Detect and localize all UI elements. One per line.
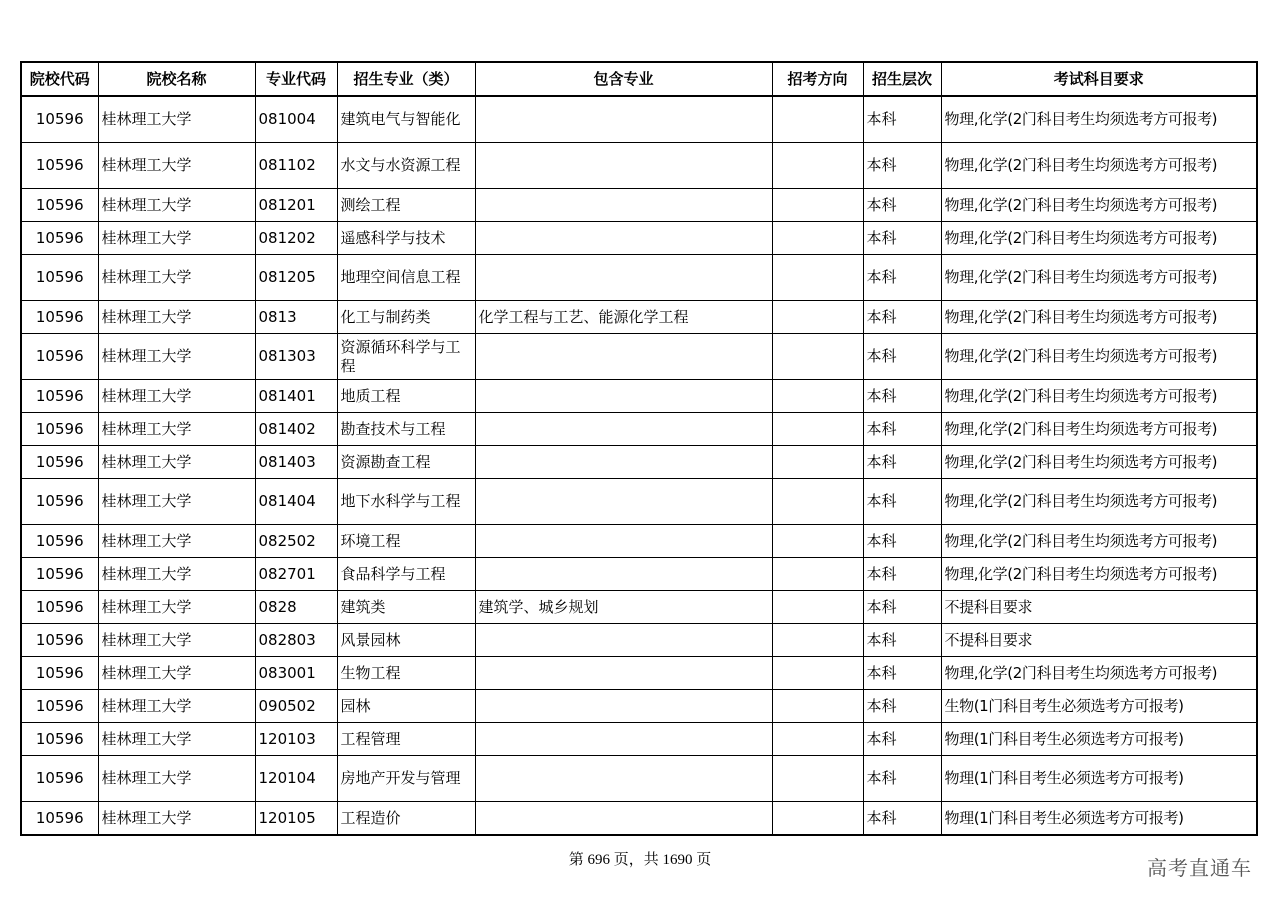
cell-school-name: 桂林理工大学	[98, 143, 255, 189]
table-row	[21, 413, 1257, 446]
cell-direction	[772, 690, 863, 723]
cell-includes	[475, 802, 772, 836]
header-major-code: 专业代码	[255, 62, 337, 96]
cell-school-code: 10596	[21, 591, 98, 624]
cell-major-code: 0828	[255, 591, 337, 624]
cell-major-code: 090502	[255, 690, 337, 723]
cell-direction	[772, 591, 863, 624]
cell-major: 工程造价	[337, 802, 475, 836]
cell-major-code: 081404	[255, 479, 337, 525]
cell-school-name: 桂林理工大学	[98, 690, 255, 723]
cell-major-code: 081202	[255, 222, 337, 255]
table-row	[21, 479, 1257, 525]
cell-includes	[475, 255, 772, 301]
cell-school-name: 桂林理工大学	[98, 189, 255, 222]
cell-school-name: 桂林理工大学	[98, 446, 255, 479]
header-major: 招生专业（类）	[337, 62, 475, 96]
cell-major-code: 081004	[255, 96, 337, 143]
table-row	[21, 690, 1257, 723]
table-row	[21, 558, 1257, 591]
cell-major: 建筑类	[337, 591, 475, 624]
cell-includes	[475, 189, 772, 222]
cell-direction	[772, 723, 863, 756]
cell-requirement: 物理,化学(2门科目考生均须选考方可报考)	[941, 143, 1257, 189]
table-row	[21, 380, 1257, 413]
cell-requirement: 不提科目要求	[941, 591, 1257, 624]
cell-major: 食品科学与工程	[337, 558, 475, 591]
cell-requirement: 物理,化学(2门科目考生均须选考方可报考)	[941, 189, 1257, 222]
cell-includes	[475, 690, 772, 723]
cell-major-code: 082502	[255, 525, 337, 558]
cell-level: 本科	[863, 143, 941, 189]
cell-major: 勘查技术与工程	[337, 413, 475, 446]
cell-requirement: 物理(1门科目考生必须选考方可报考)	[941, 723, 1257, 756]
table-row	[21, 624, 1257, 657]
cell-direction	[772, 802, 863, 836]
cell-level: 本科	[863, 446, 941, 479]
cell-requirement: 物理,化学(2门科目考生均须选考方可报考)	[941, 657, 1257, 690]
cell-major: 工程管理	[337, 723, 475, 756]
cell-includes	[475, 479, 772, 525]
cell-major: 园林	[337, 690, 475, 723]
cell-major-code: 082701	[255, 558, 337, 591]
table-row	[21, 446, 1257, 479]
cell-direction	[772, 143, 863, 189]
cell-major-code: 081201	[255, 189, 337, 222]
cell-major: 资源勘查工程	[337, 446, 475, 479]
cell-school-code: 10596	[21, 525, 98, 558]
cell-includes	[475, 446, 772, 479]
header-level: 招生层次	[863, 62, 941, 96]
table-row	[21, 222, 1257, 255]
table-row	[21, 334, 1257, 380]
table-row	[21, 189, 1257, 222]
cell-requirement: 物理,化学(2门科目考生均须选考方可报考)	[941, 525, 1257, 558]
cell-school-name: 桂林理工大学	[98, 624, 255, 657]
cell-school-name: 桂林理工大学	[98, 222, 255, 255]
cell-major: 风景园林	[337, 624, 475, 657]
header-school-code: 院校代码	[21, 62, 98, 96]
cell-level: 本科	[863, 189, 941, 222]
cell-school-name: 桂林理工大学	[98, 558, 255, 591]
table-row	[21, 143, 1257, 189]
cell-school-name: 桂林理工大学	[98, 96, 255, 143]
cell-includes	[475, 96, 772, 143]
cell-requirement: 物理,化学(2门科目考生均须选考方可报考)	[941, 479, 1257, 525]
cell-school-code: 10596	[21, 690, 98, 723]
cell-school-code: 10596	[21, 756, 98, 802]
cell-school-code: 10596	[21, 96, 98, 143]
cell-major: 地质工程	[337, 380, 475, 413]
header-includes: 包含专业	[475, 62, 772, 96]
cell-includes	[475, 525, 772, 558]
cell-requirement: 物理,化学(2门科目考生均须选考方可报考)	[941, 380, 1257, 413]
cell-major: 生物工程	[337, 657, 475, 690]
table-row	[21, 802, 1257, 836]
cell-direction	[772, 222, 863, 255]
cell-direction	[772, 301, 863, 334]
cell-school-code: 10596	[21, 301, 98, 334]
cell-school-code: 10596	[21, 222, 98, 255]
cell-direction	[772, 413, 863, 446]
table-row	[21, 723, 1257, 756]
cell-level: 本科	[863, 657, 941, 690]
cell-direction	[772, 96, 863, 143]
cell-requirement: 物理,化学(2门科目考生均须选考方可报考)	[941, 255, 1257, 301]
admissions-table	[20, 61, 1258, 836]
cell-requirement: 物理,化学(2门科目考生均须选考方可报考)	[941, 222, 1257, 255]
cell-major-code: 081402	[255, 413, 337, 446]
page-number: 第 696 页，共 1690 页	[568, 852, 712, 868]
cell-school-code: 10596	[21, 380, 98, 413]
cell-includes	[475, 723, 772, 756]
cell-school-name: 桂林理工大学	[98, 301, 255, 334]
cell-major: 测绘工程	[337, 189, 475, 222]
cell-school-name: 桂林理工大学	[98, 802, 255, 836]
cell-school-code: 10596	[21, 446, 98, 479]
cell-school-name: 桂林理工大学	[98, 723, 255, 756]
cell-direction	[772, 380, 863, 413]
cell-major: 地理空间信息工程	[337, 255, 475, 301]
cell-level: 本科	[863, 96, 941, 143]
cell-direction	[772, 255, 863, 301]
cell-direction	[772, 657, 863, 690]
cell-level: 本科	[863, 525, 941, 558]
cell-requirement: 物理,化学(2门科目考生均须选考方可报考)	[941, 413, 1257, 446]
cell-major: 化工与制药类	[337, 301, 475, 334]
cell-includes	[475, 143, 772, 189]
cell-direction	[772, 624, 863, 657]
cell-level: 本科	[863, 479, 941, 525]
cell-includes: 建筑学、城乡规划	[475, 591, 772, 624]
cell-level: 本科	[863, 334, 941, 380]
cell-level: 本科	[863, 802, 941, 836]
cell-includes: 化学工程与工艺、能源化学工程	[475, 301, 772, 334]
cell-school-code: 10596	[21, 143, 98, 189]
cell-direction	[772, 756, 863, 802]
cell-direction	[772, 479, 863, 525]
cell-school-code: 10596	[21, 334, 98, 380]
cell-major-code: 081401	[255, 380, 337, 413]
cell-major: 地下水科学与工程	[337, 479, 475, 525]
header-requirement: 考试科目要求	[941, 62, 1257, 96]
cell-direction	[772, 525, 863, 558]
cell-major: 遥感科学与技术	[337, 222, 475, 255]
cell-major-code: 081102	[255, 143, 337, 189]
header-direction: 招考方向	[772, 62, 863, 96]
cell-includes	[475, 657, 772, 690]
header-school-name: 院校名称	[98, 62, 255, 96]
cell-school-name: 桂林理工大学	[98, 413, 255, 446]
cell-level: 本科	[863, 723, 941, 756]
table-row	[21, 96, 1257, 143]
cell-school-name: 桂林理工大学	[98, 479, 255, 525]
cell-level: 本科	[863, 380, 941, 413]
cell-requirement: 物理,化学(2门科目考生均须选考方可报考)	[941, 446, 1257, 479]
cell-includes	[475, 334, 772, 380]
cell-level: 本科	[863, 222, 941, 255]
cell-major: 水文与水资源工程	[337, 143, 475, 189]
cell-major-code: 082803	[255, 624, 337, 657]
table-row	[21, 301, 1257, 334]
cell-school-code: 10596	[21, 802, 98, 836]
cell-school-name: 桂林理工大学	[98, 525, 255, 558]
table-row	[21, 591, 1257, 624]
cell-requirement: 物理,化学(2门科目考生均须选考方可报考)	[941, 334, 1257, 380]
cell-includes	[475, 756, 772, 802]
cell-requirement: 物理(1门科目考生必须选考方可报考)	[941, 802, 1257, 836]
cell-major-code: 120104	[255, 756, 337, 802]
cell-major-code: 081205	[255, 255, 337, 301]
cell-level: 本科	[863, 591, 941, 624]
cell-requirement: 物理,化学(2门科目考生均须选考方可报考)	[941, 301, 1257, 334]
cell-school-name: 桂林理工大学	[98, 380, 255, 413]
watermark-logo: 高考直通车	[1147, 856, 1252, 880]
cell-requirement: 物理,化学(2门科目考生均须选考方可报考)	[941, 558, 1257, 591]
cell-requirement: 生物(1门科目考生必须选考方可报考)	[941, 690, 1257, 723]
table-row	[21, 657, 1257, 690]
cell-major: 房地产开发与管理	[337, 756, 475, 802]
cell-includes	[475, 222, 772, 255]
cell-school-code: 10596	[21, 255, 98, 301]
cell-direction	[772, 446, 863, 479]
cell-school-code: 10596	[21, 624, 98, 657]
cell-level: 本科	[863, 255, 941, 301]
table-row	[21, 756, 1257, 802]
table-row	[21, 255, 1257, 301]
cell-school-name: 桂林理工大学	[98, 657, 255, 690]
cell-includes	[475, 558, 772, 591]
cell-school-code: 10596	[21, 657, 98, 690]
cell-includes	[475, 624, 772, 657]
cell-major: 建筑电气与智能化	[337, 96, 475, 143]
cell-major-code: 081303	[255, 334, 337, 380]
cell-requirement: 不提科目要求	[941, 624, 1257, 657]
cell-major-code: 120105	[255, 802, 337, 836]
cell-level: 本科	[863, 558, 941, 591]
cell-major-code: 083001	[255, 657, 337, 690]
cell-level: 本科	[863, 413, 941, 446]
cell-school-name: 桂林理工大学	[98, 255, 255, 301]
cell-major-code: 081403	[255, 446, 337, 479]
cell-level: 本科	[863, 624, 941, 657]
cell-school-code: 10596	[21, 723, 98, 756]
cell-school-name: 桂林理工大学	[98, 591, 255, 624]
cell-direction	[772, 189, 863, 222]
cell-major: 资源循环科学与工程	[337, 334, 475, 380]
cell-school-code: 10596	[21, 189, 98, 222]
cell-major-code: 0813	[255, 301, 337, 334]
cell-direction	[772, 334, 863, 380]
cell-includes	[475, 413, 772, 446]
table-row	[21, 525, 1257, 558]
cell-school-name: 桂林理工大学	[98, 334, 255, 380]
cell-level: 本科	[863, 301, 941, 334]
cell-direction	[772, 558, 863, 591]
cell-level: 本科	[863, 690, 941, 723]
cell-school-name: 桂林理工大学	[98, 756, 255, 802]
table-header-row	[21, 62, 1257, 96]
cell-includes	[475, 380, 772, 413]
cell-requirement: 物理,化学(2门科目考生均须选考方可报考)	[941, 96, 1257, 143]
cell-major: 环境工程	[337, 525, 475, 558]
cell-major-code: 120103	[255, 723, 337, 756]
cell-school-code: 10596	[21, 558, 98, 591]
cell-level: 本科	[863, 756, 941, 802]
cell-requirement: 物理(1门科目考生必须选考方可报考)	[941, 756, 1257, 802]
cell-school-code: 10596	[21, 413, 98, 446]
cell-school-code: 10596	[21, 479, 98, 525]
